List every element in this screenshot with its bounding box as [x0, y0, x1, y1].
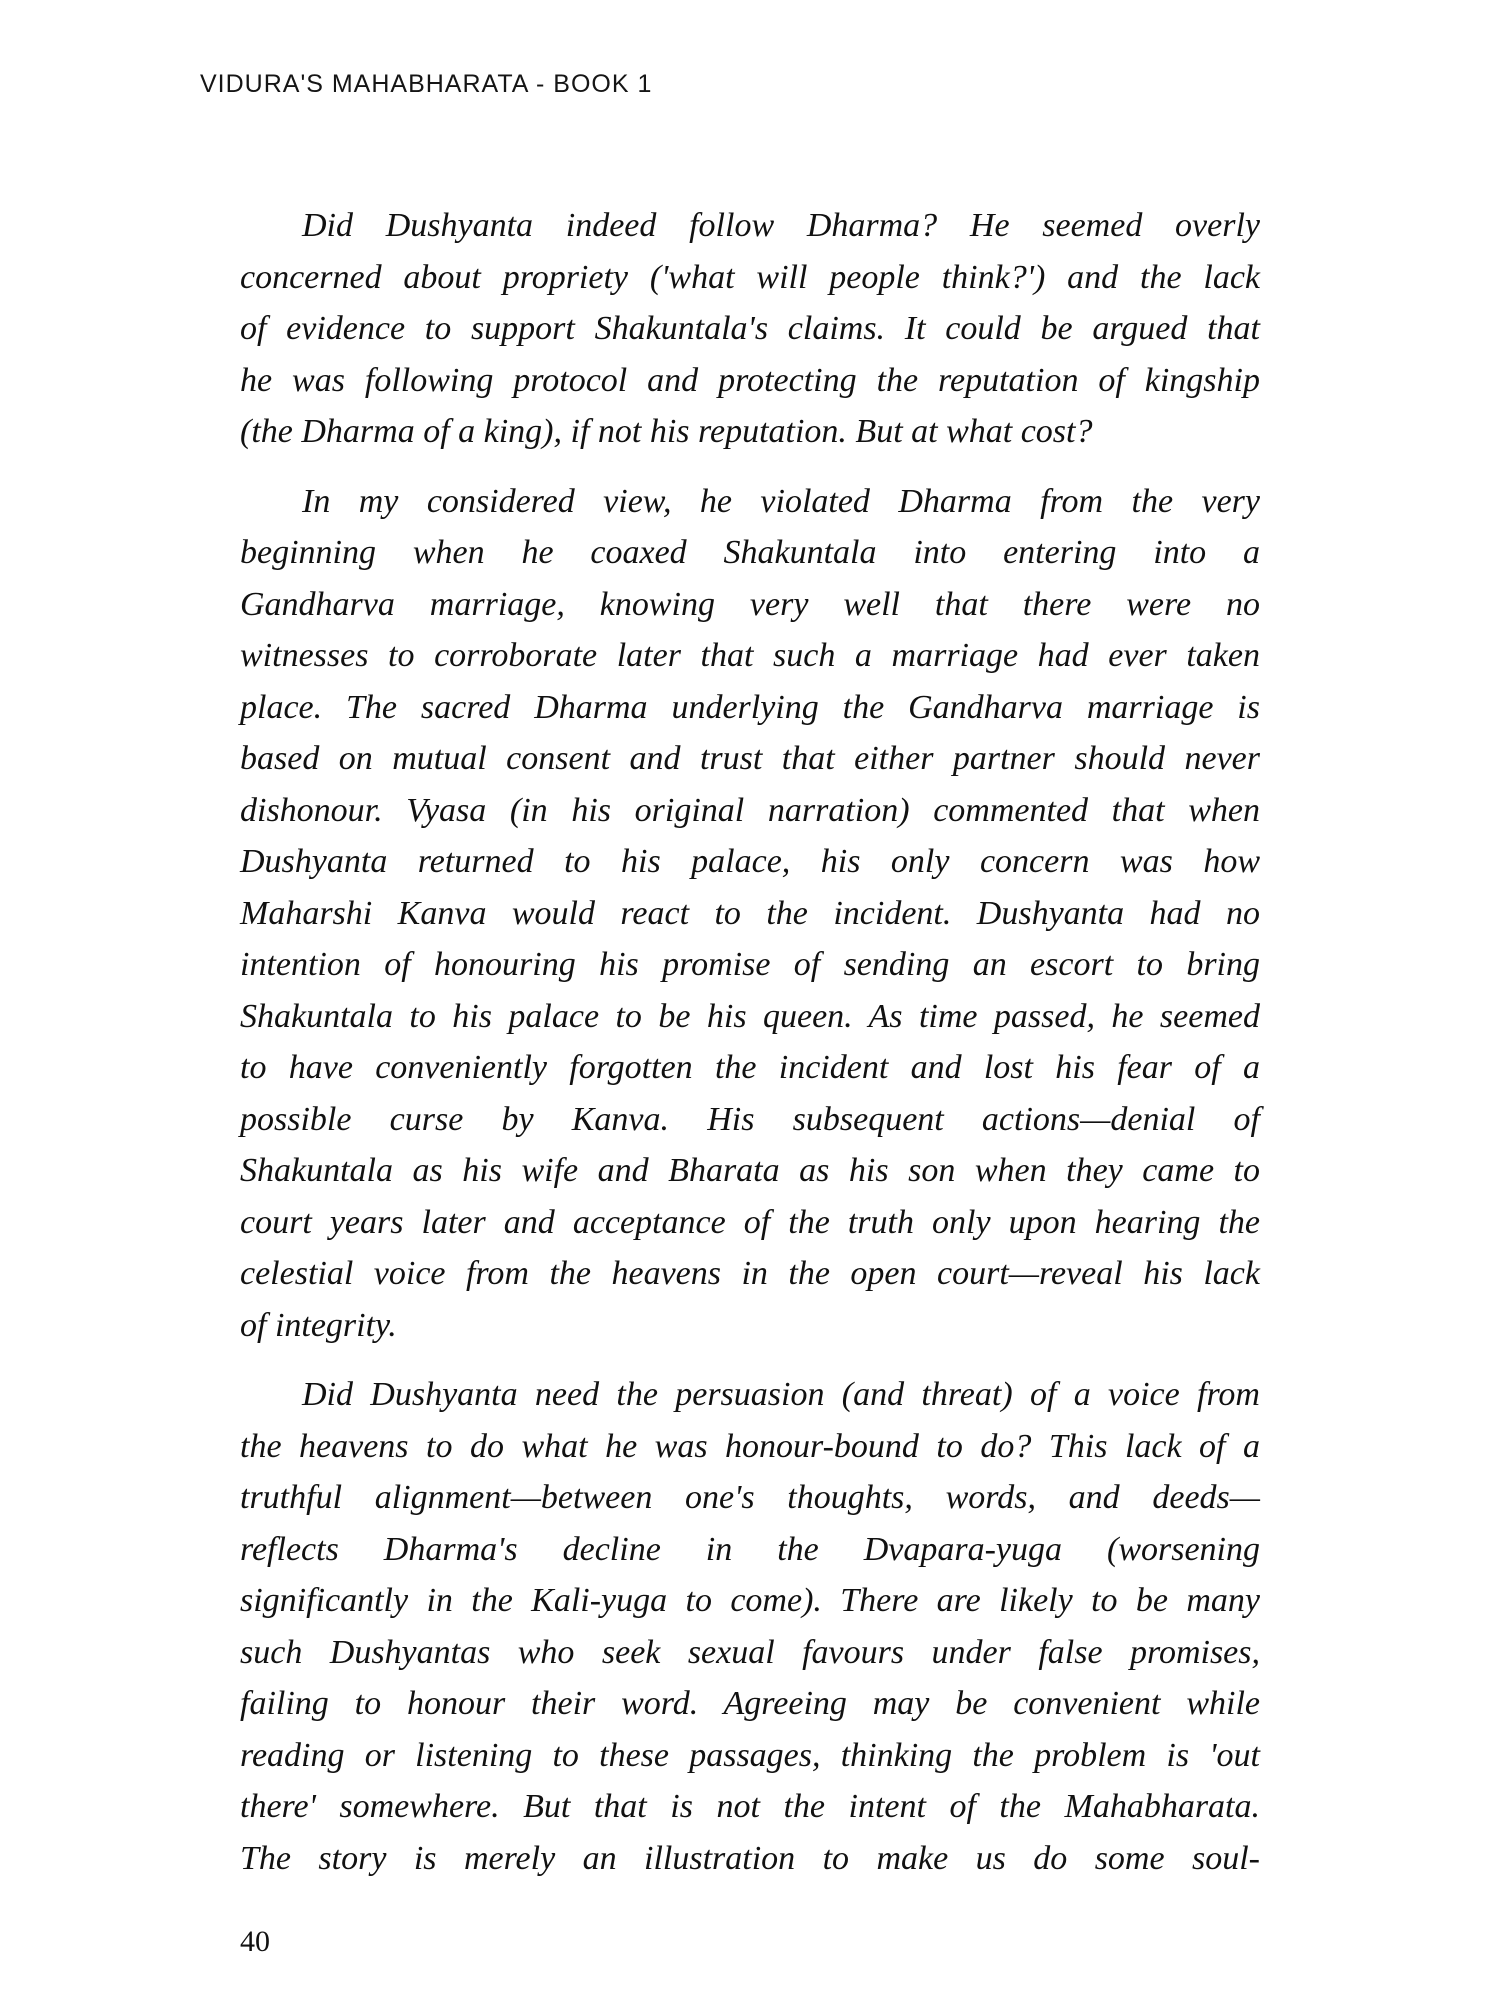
text-line: reflects Dharma's decline in the Dvapara-yuga (worsening [240, 1530, 1260, 1568]
text-line: truthful alignment—between one's thoughts, words, and deeds— [240, 1479, 1260, 1516]
text-line: (the Dharma of a king), if not his reputation. But at what cost? [240, 413, 1093, 450]
text-line: Dushyanta returned to his palace, his only concern was how [240, 843, 1260, 880]
text-line: celestial voice from the heavens in the open court—reveal his lack [240, 1255, 1260, 1292]
text-line: he was following protocol and protecting the reputation of kingship [240, 361, 1260, 399]
text-line: the heavens to do what he was honour-bound to do? This lack of a [240, 1427, 1260, 1465]
text-line: Gandharva marriage, knowing very well that there were no [240, 585, 1260, 623]
text-line: Did Dushyanta indeed follow Dharma? He seemed overly [302, 207, 1260, 244]
text-line: place. The sacred Dharma underlying the Gandharva marriage is [240, 688, 1260, 726]
text-line: such Dushyantas who seek sexual favours under false promises, [240, 1633, 1260, 1671]
text-line: beginning when he coaxed Shakuntala into entering into a [240, 534, 1260, 571]
text-line: intention of honouring his promise of sending an escort to bring [240, 946, 1260, 983]
text-line: of integrity. [240, 1306, 397, 1344]
text-line: Did Dushyanta need the persuasion (and threat) of a voice from [302, 1376, 1260, 1413]
text-line: In my considered view, he violated Dharma from the very [302, 482, 1260, 520]
paragraph-3 [240, 1369, 1260, 1884]
text-line: The story is merely an illustration to make us do some soul- [240, 1839, 1260, 1877]
text-line: there' somewhere. But that is not the intent of the Mahabharata. [240, 1788, 1260, 1825]
text-line: dishonour. Vyasa (in his original narration) commented that when [240, 791, 1260, 829]
body-text [240, 200, 1260, 1884]
paragraph-2 [240, 476, 1260, 1352]
text-line: concerned about propriety ('what will people think?') and the lack [240, 258, 1260, 296]
text-line: Maharshi Kanva would react to the incident. Dushyanta had no [240, 894, 1260, 932]
text-line: possible curse by Kanva. His subsequent actions—denial of [240, 1100, 1260, 1138]
text-line: Shakuntala as his wife and Bharata as his son when they came to [240, 1152, 1260, 1189]
text-line: significantly in the Kali-yuga to come). There are likely to be many [240, 1582, 1260, 1619]
running-head: VIDURA'S MAHABHARATA - BOOK 1 [200, 70, 653, 98]
text-line: Shakuntala to his palace to be his queen. As time passed, he seemed [240, 997, 1260, 1035]
text-line: of evidence to support Shakuntala's claims. It could be argued that [240, 310, 1260, 347]
paragraph-1 [240, 200, 1260, 458]
page-number: 40 [240, 1925, 270, 1958]
text-line: to have conveniently forgotten the incident and lost his fear of a [240, 1049, 1260, 1086]
text-line: failing to honour their word. Agreeing may be convenient while [240, 1685, 1260, 1722]
text-line: witnesses to corroborate later that such a marriage had ever taken [240, 637, 1260, 674]
text-line: reading or listening to these passages, thinking the problem is 'out [240, 1736, 1260, 1774]
text-line: based on mutual consent and trust that either partner should never [240, 740, 1260, 777]
text-line: court years later and acceptance of the truth only upon hearing the [240, 1203, 1260, 1241]
